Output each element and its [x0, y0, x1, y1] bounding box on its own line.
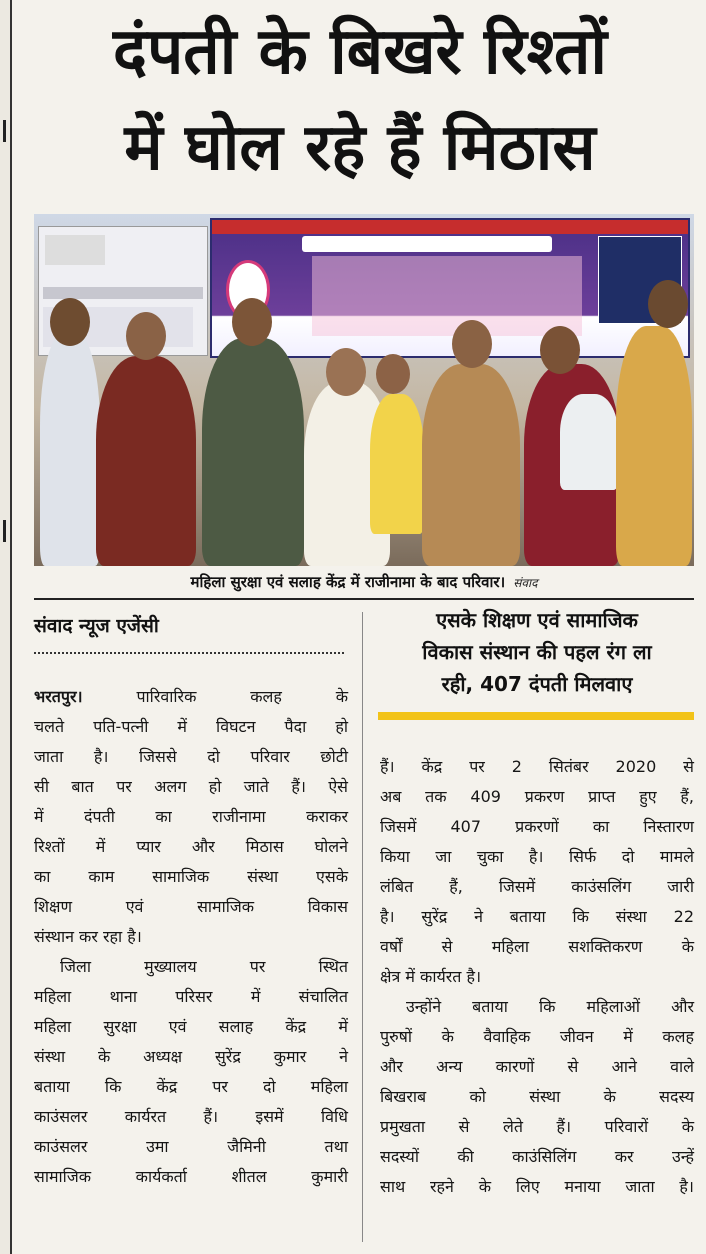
news-photo	[34, 214, 694, 566]
byline: संवाद न्यूज एजेंसी	[34, 615, 159, 637]
article-line: शिक्षण एवं सामाजिक विकास	[34, 897, 348, 916]
person-head	[126, 312, 166, 360]
article-line: किया जा चुका है। सिर्फ दो मामले	[380, 847, 694, 866]
article-line: प्रमुखता से लेते हैं। परिवारों के	[380, 1117, 694, 1136]
article-line: सी बात पर अलग हो जाते हैं। ऐसे	[34, 777, 348, 796]
person-head	[326, 348, 366, 396]
photo-caption: महिला सुरक्षा एवं सलाह केंद्र में राजीनामा के बाद परिवार।	[190, 573, 506, 591]
child-figure	[560, 394, 618, 490]
person-head	[50, 298, 90, 346]
headline-line-1: दंपती के बिखरे रिश्तों	[112, 15, 608, 89]
article-left-column	[34, 682, 348, 1192]
article-line: लंबित हैं, जिसमें काउंसलिंग जारी	[380, 877, 694, 896]
subheadline-line: एसके शिक्षण एवं सामाजिक	[436, 608, 638, 632]
article-right-column	[380, 752, 694, 1202]
article-line: सदस्यों की काउंसिलिंग कर उन्हें	[380, 1147, 694, 1166]
article-line: महिला थाना परिसर में संचालित	[34, 987, 348, 1006]
article-line: बताया कि केंद्र पर दो महिला	[34, 1077, 348, 1096]
child-head	[376, 354, 410, 394]
article-line: रिश्तों में प्यार और मिठास घोलने	[34, 837, 348, 856]
article-line: पुरुषों के वैवाहिक जीवन में कलह	[380, 1027, 694, 1046]
person-head	[232, 298, 272, 346]
person-head	[540, 326, 580, 374]
person-figure	[616, 326, 692, 566]
column-divider	[362, 612, 363, 1242]
article-line: उन्होंने बताया कि महिलाओं और	[406, 997, 694, 1016]
person-figure	[96, 356, 196, 566]
headline-line-2: में घोल रहे हैं मिठास	[124, 111, 596, 185]
article-line: हैं। केंद्र पर 2 सितंबर 2020 से	[380, 757, 694, 776]
article-line: महिला सुरक्षा एवं सलाह केंद्र में	[34, 1017, 348, 1036]
article-line: वर्षों से महिला सशक्तिकरण के	[380, 937, 694, 956]
center-banner	[210, 218, 690, 358]
article-line: और अन्य कारणों से आने वाले	[380, 1057, 694, 1076]
article-line: अब तक 409 प्रकरण प्राप्त हुए हैं,	[380, 787, 694, 806]
subheadline	[378, 604, 696, 704]
article-line: संस्था के अध्यक्ष सुरेंद्र कुमार ने	[34, 1047, 348, 1066]
page-edge-rule	[0, 0, 12, 1254]
photo-caption-row	[34, 566, 694, 600]
photo-credit: संवाद	[513, 575, 538, 590]
subheadline-line: विकास संस्थान की पहल रंग ला	[422, 640, 652, 664]
article-line: काउंसलर कार्यरत हैं। इसमें विधि	[34, 1107, 348, 1126]
person-figure	[422, 364, 520, 566]
child-figure	[370, 394, 424, 534]
article-line: सामाजिक कार्यकर्ता शीतल कुमारी	[34, 1167, 348, 1186]
article-line: काउंसलर उमा जैमिनी तथा	[34, 1137, 348, 1156]
person-head	[452, 320, 492, 368]
article-line: क्षेत्र में कार्यरत है।	[380, 967, 482, 986]
byline-divider	[34, 652, 344, 654]
article-line: जिसमें 407 प्रकरणों का निस्तारण	[380, 817, 694, 836]
article-line: संस्थान कर रहा है।	[34, 927, 142, 946]
article-line: है। सुरेंद्र ने बताया कि संस्था 22	[380, 907, 694, 926]
article-line: का काम सामाजिक संस्था एसके	[34, 867, 348, 886]
article-line: भरतपुर। पारिवारिक कलह के	[34, 687, 348, 706]
article-line: जाता है। जिससे दो परिवार छोटी	[34, 747, 348, 766]
person-head	[648, 280, 688, 328]
subheadline-accent-bar	[378, 712, 694, 720]
article-line: जिला मुख्यालय पर स्थित	[60, 957, 348, 976]
subheadline-line: रही, 407 दंपती मिलवाए	[441, 672, 633, 696]
article-line: में दंपती का राजीनामा कराकर	[34, 807, 348, 826]
headline	[22, 4, 698, 204]
dateline: भरतपुर।	[34, 687, 83, 706]
article-line: चलते पति-पत्नी में विघटन पैदा हो	[34, 717, 348, 736]
article-line: साथ रहने के लिए मनाया जाता है।	[380, 1177, 694, 1196]
person-figure	[40, 332, 100, 566]
article-line: बिखराब को संस्था के सदस्य	[380, 1087, 694, 1106]
person-figure	[202, 338, 304, 566]
